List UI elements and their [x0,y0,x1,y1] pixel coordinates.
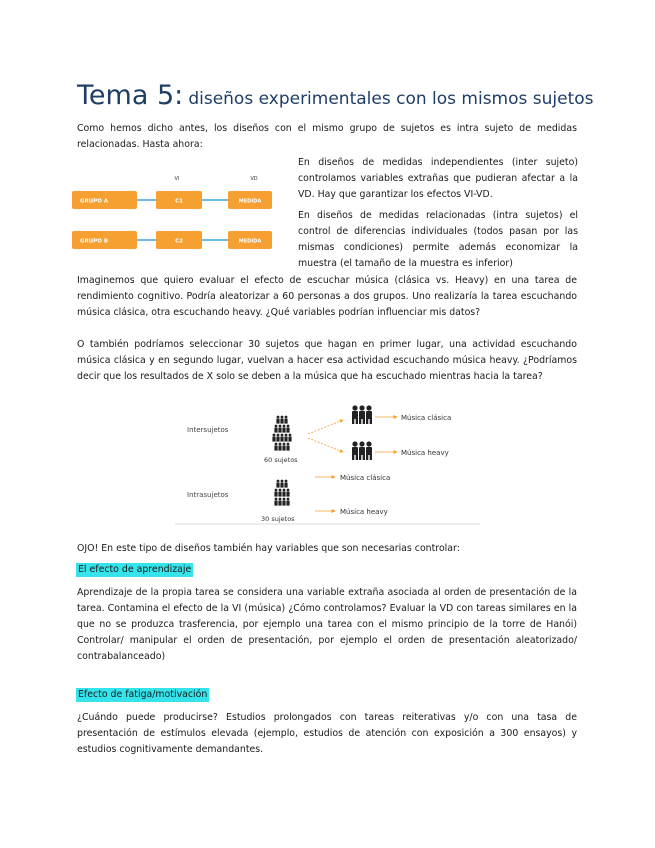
n60-label: 60 sujetos [264,456,298,464]
paragraph-fatiga: ¿Cuándo puede producirse? Estudios prolongados con tareas reiterativas y/o con una tasa de presentación de estímulos elevada (ejemplo, estudios de atención con exposición a 300 ensayos) y estudios cognitivamente demandantes. [77,712,577,755]
group-30-icon [274,480,289,506]
vd-label: VD [250,176,258,182]
musica-clasica-label: Música clásica [401,414,452,422]
medida2-label: MEDIDA [238,238,262,245]
clasica-group-icon [352,405,372,424]
paragraph-also: O también podríamos seleccionar 30 sujetos que hagan en primer lugar, una actividad escuchando música clásica y en segundo lugar, vuelvan a hacer esa actividad escuchando música heavy. ¿Podríamos decir que los resultados de X solo se deben a la música que ha escuchado mientras hacia la tarea? [77,339,577,382]
paragraph-aprendizaje: Aprendizaje de la propia tarea se considera una variable extraña asociada al orden de presentación de la tarea. Contamina el efecto de la VI (música) ¿Cómo controlamos? Evaluar la VD con tareas similares en la que no se produzca trasferencia, por ejemplo una tarea con el mismo principio de la torre de Hanói) Controlar/ manipular el orden de presentación, por ejemplo el orden de presentación aleatorizado/ contrabalanceado) [77,587,577,662]
side-paragraph-2: En diseños de medidas relacionadas (intra sujetos) el control de diferencias individuales (todos pasan por las mismas condiciones) permite además economizar la muestra (el tamaño de la muestra es inferior) [298,210,578,269]
ojo-paragraph: OJO! En este tipo de diseños también hay variables que son necesarias controlar: [77,543,460,554]
paragraph-imagine: Imaginemos que quiero evaluar el efecto de escuchar música (clásica vs. Heavy) en una tarea de rendimiento cognitivo. Podría aleatorizar a 60 personas a dos grupos. Uno realizaría la tarea escuchando música clásica, otra escuchando heavy. ¿Qué variables podrían influenciar mis datos? [77,275,577,318]
group-b-label: GRUPO B [80,238,109,245]
title-sub: diseños experimentales con los mismos sujetos [188,89,594,109]
c1-label: C1 [175,198,183,205]
group-a-label: GRUPO A [80,198,109,205]
intra-clasica-label: Música clásica [340,474,391,482]
side-paragraph-1: En diseños de medidas independientes (inter sujeto) controlamos variables extrañas que pudieran afectar a la VD. Hay que garantizar los efectos VI-VD. [298,157,578,200]
arrow-inter-clasica [308,420,343,434]
n30-label: 30 sujetos [261,515,295,523]
intra-label: Intrasujetos [187,491,229,499]
heading-fatiga: Efecto de fatiga/motivación [78,689,208,700]
vi-label: VI [174,176,180,182]
arrow-inter-heavy [308,438,343,452]
intro-paragraph: Como hemos dicho antes, los diseños con el mismo grupo de sujetos es intra sujeto de medidas relacionadas. Hasta ahora: [77,123,577,150]
page-title [77,80,594,111]
design-diagram [70,160,290,260]
inter-label: Intersujetos [187,426,229,434]
heading-aprendizaje: El efecto de aprendizaje [78,564,192,575]
group-60-icon [272,416,291,451]
c2-label: C2 [175,238,183,245]
title-main: Tema 5: [77,80,184,111]
intra-heavy-label: Música heavy [340,508,388,516]
musica-heavy-label: Música heavy [401,449,449,457]
subjects-diagram [175,398,485,526]
medida1-label: MEDIDA [238,198,262,205]
heavy-group-icon [352,441,372,460]
